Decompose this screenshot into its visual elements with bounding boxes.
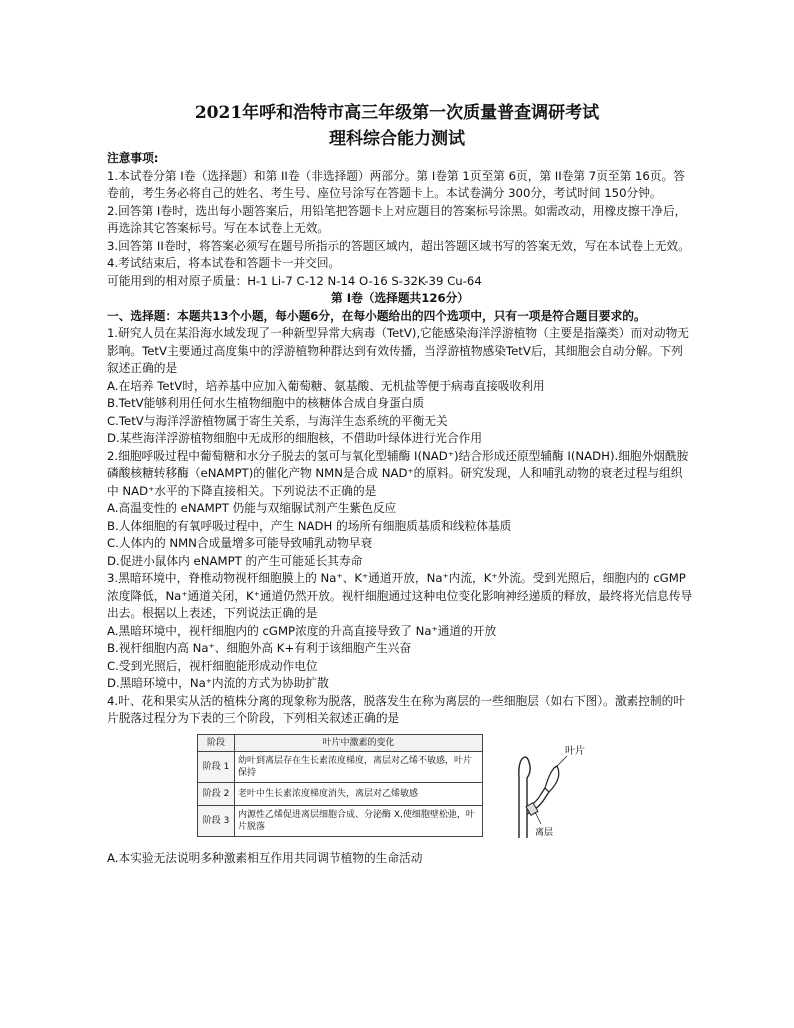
- question-option: C.TetV与海洋浮游植物属于寄生关系，与海洋生态系统的平衡无关: [107, 413, 448, 428]
- notice-item: 1.本试卷分第 I卷（选择题）和第 II卷（非选择题）两部分。第 I卷第 1页至第 6页，第 II卷第 7页至第 16页。答卷前，考生务必将自己的姓名、考生号、座位号涂写在答题卡上。本试卷满分 300分，考试时间 150分钟。: [107, 168, 685, 200]
- question-option: B.视杆细胞内高 Na⁺、细胞外高 K+有利于该细胞产生兴奋: [107, 641, 412, 655]
- leaf-label-line: [555, 756, 567, 768]
- table-cell: 内源性乙烯促进离层细胞合成、分泌酶 X,使细胞壁松弛，叶片脱落: [235, 805, 483, 836]
- table-header: 阶段: [198, 734, 235, 751]
- question-stem: 4.叶、花和果实从活的植株分离的现象称为脱落，脱落发生在称为离层的一些细胞层（如右下图）。激素控制的叶片脱落过程分为下表的三个阶段，下列相关叙述正确的是: [107, 693, 685, 725]
- layer-label-line: [535, 812, 541, 824]
- section-title: 第 I卷（选择题共126分）: [330, 291, 469, 305]
- question-option: D.某些海洋浮游植物细胞中无成形的细胞核，不借助叶绿体进行光合作用: [107, 431, 483, 445]
- table-cell: 阶段 2: [198, 782, 235, 805]
- question-option: B.TetV能够利用任何水生植物细胞中的核糖体合成自身蛋白质: [107, 396, 425, 410]
- question-option: A.高温变性的 eNAMPT 仍能与双缩脲试剂产生紫色反应: [107, 501, 397, 515]
- question-stem: 2.细胞呼吸过程中葡萄糖和水分子脱去的氢可与氧化型辅酶 I(NAD⁺)结合形成还原型辅酶 I(NADH).细胞外烟酰胺磷酸核糖转移酶（eNAMPT)的催化产物 NMN是合成 NAD⁺的原料。研究发现，人和哺乳动物的衰老过程与组织中 NAD⁺水平的下降直接相关。下列说法不正确的是: [107, 448, 689, 498]
- table-cell: 老叶中生长素浓度梯度消失，离层对乙烯敏感: [235, 782, 483, 805]
- question-option: D.促进小鼠体内 eNAMPT 的产生可能延长其寿命: [107, 553, 363, 568]
- leaf-blade: [545, 766, 559, 792]
- table-cell: 阶段 1: [198, 751, 235, 782]
- plant-stem: [519, 757, 530, 838]
- table-cell: 幼叶到离层存在生长素浓度梯度，离层对乙烯不敏感，叶片保持: [235, 751, 483, 782]
- notice-item: 3.回答第 II卷时，将答案必须写在题号所指示的答题区域内，超出答题区域书写的答案无效，写在本试卷上无效。: [107, 238, 690, 253]
- question-figure: [107, 734, 693, 846]
- exam-title: 2021年呼和浩特市高三年级第一次质量普查调研考试: [194, 103, 600, 123]
- layer-label: 离层: [535, 827, 554, 838]
- table-row: [198, 805, 483, 836]
- table-cell: 阶段 3: [198, 805, 235, 836]
- question-stem: 3.黑暗环境中，脊椎动物视杆细胞膜上的 Na⁺、K⁺通道开放，Na⁺内流，K⁺外流。受到光照后，细胞内的 cGMP浓度降低，Na⁺通道关闭，K⁺通道仍然开放。视杆细胞通过这种电位变化影响神经递质的释放，最终将光信息传导出去。根据以上表述，下列说法正确的是: [107, 571, 693, 620]
- table-header: 叶片中激素的变化: [235, 734, 483, 751]
- section-instruction: 一、选择题：本题共13个小题，每小题6分，在每小题给出的四个选项中，只有一项是符合题目要求的。: [107, 308, 646, 323]
- atomic-masses: 可能用到的相对原子质量：H-1 Li-7 C-12 N-14 O-16 S-32K-39 Cu-64: [107, 273, 482, 288]
- question-option: A.在培养 TetV时，培养基中应加入葡萄糖、氨基酸、无机盐等便于病毒直接吸收利用: [107, 378, 545, 393]
- question-option: A.黑暗环境中，视杆细胞内的 cGMP浓度的升高直接导致了 Na⁺通道的开放: [107, 623, 497, 638]
- hormone-table: [197, 734, 483, 837]
- leaf-abscission-diagram: [505, 738, 595, 843]
- question-stem: 1.研究人员在某沿海水域发现了一种新型异常大病毒（TetV),它能感染海洋浮游植物（主要是指藻类）而对动物无影响。TetV主要通过高度集中的浮游植物种群达到有效传播，当浮游植物感染TetV后，其细胞会自动分解。下列叙述正确的是: [107, 326, 689, 375]
- leaf-label: 叶片: [565, 745, 585, 757]
- table-row: [198, 782, 483, 805]
- question-option: B.人体细胞的有氧呼吸过程中，产生 NADH 的场所有细胞质基质和线粒体基质: [107, 518, 512, 533]
- notice-item: 4.考试结束后，将本试卷和答题卡一并交回。: [107, 256, 341, 270]
- exam-body: [107, 150, 693, 867]
- question-option: C.人体内的 NMN合成量增多可能导致哺乳动物早衰: [107, 536, 373, 550]
- question-option: A.本实验无法说明多种激素相互作用共同调节植物的生命活动: [107, 850, 423, 865]
- question-option: C.受到光照后，视杆细胞能形成动作电位: [107, 658, 318, 673]
- notice-item: 2.回答第 I卷时，选出每小题答案后，用铅笔把答题卡上对应题目的答案标号涂黑。如需改动，用橡皮擦干净后，再选涂其它答案标号。写在本试卷上无效。: [107, 203, 687, 235]
- notice-heading: 注意事项:: [107, 151, 159, 165]
- exam-subtitle: 理科综合能力测试: [329, 129, 465, 149]
- question-option: D.黑暗环境中，Na⁺内流的方式为协助扩散: [107, 676, 329, 690]
- table-row: [198, 751, 483, 782]
